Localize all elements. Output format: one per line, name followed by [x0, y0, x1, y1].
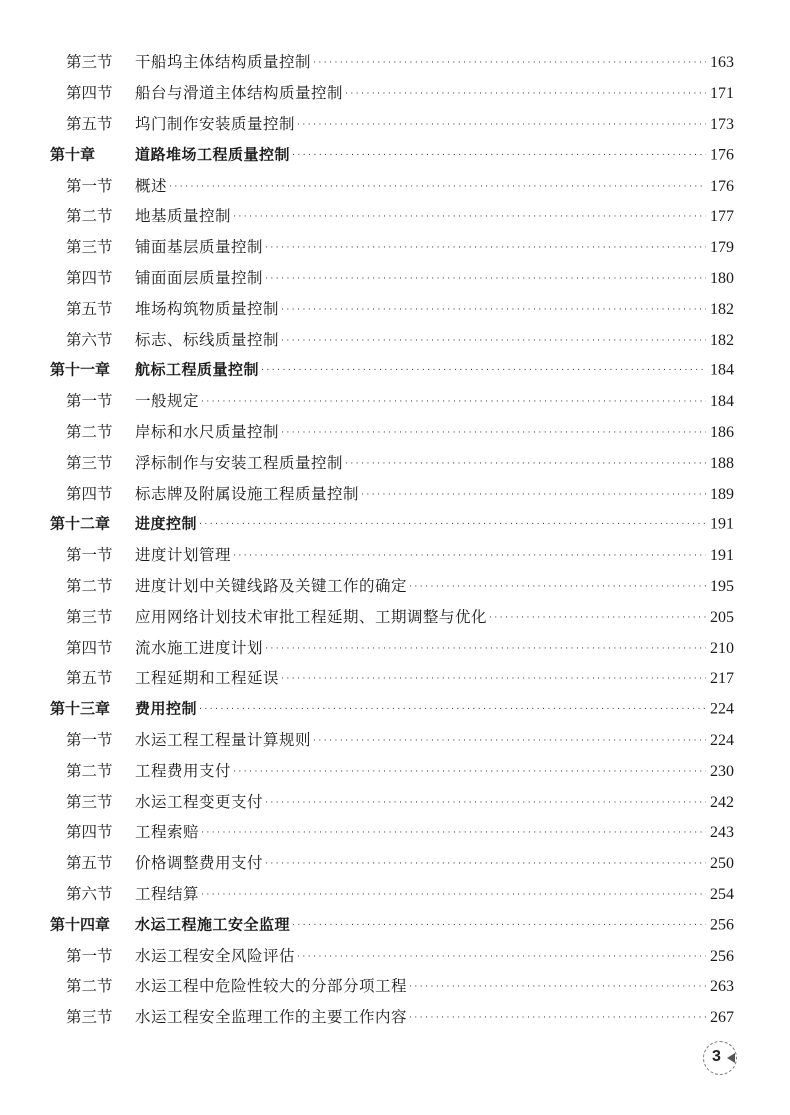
dot-leader [233, 212, 706, 222]
page-ref: 217 [710, 670, 734, 688]
toc-entry [135, 759, 734, 781]
toc-entry [135, 1005, 734, 1027]
dot-leader [281, 305, 706, 315]
section-label: 第六节 [66, 330, 113, 349]
section-title: 水运工程变更支付 [135, 792, 264, 811]
page-ref: 189 [710, 485, 734, 503]
section-title: 工程延期和工程延误 [135, 669, 280, 688]
toc-row-section[interactable] [0, 878, 790, 909]
page-ref: 243 [710, 824, 734, 842]
toc-entry [135, 574, 734, 596]
page-ref: 242 [710, 793, 734, 811]
section-title: 进度计划管理 [135, 546, 232, 565]
page-ref: 182 [710, 300, 734, 318]
dot-leader [261, 366, 706, 376]
toc-entry [135, 204, 734, 226]
toc-entry [135, 666, 734, 688]
toc-entry [135, 698, 734, 719]
section-title: 水运工程中危险性较大的分部分项工程 [135, 977, 408, 996]
toc-row-chapter[interactable] [0, 908, 790, 939]
page-ref: 163 [710, 54, 734, 72]
toc-row-section[interactable] [0, 231, 790, 262]
dot-leader [265, 644, 706, 654]
section-label: 第五节 [66, 854, 113, 873]
section-title: 价格调整费用支付 [135, 854, 264, 873]
page-ref: 230 [710, 762, 734, 780]
section-title: 工程费用支付 [135, 761, 232, 780]
arrow-left-icon [727, 1053, 735, 1063]
toc-entry [135, 944, 734, 966]
section-label: 第三节 [66, 53, 113, 72]
page-ref: 256 [710, 916, 734, 934]
dot-leader [313, 58, 706, 68]
page-ref: 267 [710, 1009, 734, 1027]
page-ref: 179 [710, 239, 734, 257]
section-title: 标志、标线质量控制 [135, 330, 280, 349]
section-label: 第五节 [66, 114, 113, 133]
dot-leader [297, 952, 706, 962]
toc-entry [135, 50, 734, 72]
section-label: 第三节 [66, 607, 113, 626]
page-ref: 195 [710, 577, 734, 595]
toc-entry [135, 636, 734, 658]
dot-leader [233, 551, 706, 561]
page-ref: 191 [710, 547, 734, 565]
page-ref: 182 [710, 331, 734, 349]
section-title: 水运工程安全监理工作的主要工作内容 [135, 1008, 408, 1027]
dot-leader [201, 890, 706, 900]
dot-leader [361, 490, 706, 500]
page-ref: 224 [710, 731, 734, 749]
toc-entry [135, 543, 734, 565]
toc-row-section[interactable] [0, 631, 790, 662]
section-title: 堆场构筑物质量控制 [135, 299, 280, 318]
page-ref: 184 [710, 361, 734, 379]
toc-row-section[interactable] [0, 262, 790, 293]
toc-row-section[interactable] [0, 816, 790, 847]
toc-row-section[interactable] [0, 77, 790, 108]
toc-entry [135, 420, 734, 442]
section-label: 第四节 [66, 484, 113, 503]
dot-leader [292, 150, 706, 160]
dot-leader [199, 705, 706, 715]
toc-entry [135, 112, 734, 134]
section-label: 第三节 [66, 238, 113, 257]
chapter-title: 进度控制 [135, 514, 198, 533]
toc-row-section[interactable] [0, 46, 790, 77]
toc-row-section[interactable] [0, 1001, 790, 1032]
page-ref: 256 [710, 947, 734, 965]
chapter-label: 第十一章 [50, 360, 111, 379]
section-label: 第四节 [66, 84, 113, 103]
dot-leader [297, 120, 706, 130]
toc-row-section[interactable] [0, 539, 790, 570]
toc-entry [135, 328, 734, 350]
chapter-title: 航标工程质量控制 [135, 360, 260, 379]
page-ref: 205 [710, 608, 734, 626]
section-title: 工程结算 [135, 884, 200, 903]
section-label: 第三节 [66, 453, 113, 472]
section-label: 第一节 [66, 392, 113, 411]
toc-entry [135, 605, 734, 627]
toc-entry [135, 728, 734, 750]
dot-leader [345, 459, 706, 469]
section-label: 第一节 [66, 546, 113, 565]
section-label: 第二节 [66, 422, 113, 441]
dot-leader [265, 859, 706, 869]
page-ref: 176 [710, 177, 734, 195]
toc-row-section[interactable] [0, 292, 790, 323]
toc-row-section[interactable] [0, 323, 790, 354]
toc-entry [135, 974, 734, 996]
toc-row-section[interactable] [0, 724, 790, 755]
section-title: 水运工程安全风险评估 [135, 946, 296, 965]
toc-row-section[interactable] [0, 477, 790, 508]
section-label: 第五节 [66, 299, 113, 318]
toc-row-section[interactable] [0, 970, 790, 1001]
toc-row-chapter[interactable] [0, 354, 790, 385]
chapter-label: 第十四章 [50, 915, 111, 934]
toc-entry [135, 482, 734, 504]
section-label: 第二节 [66, 207, 113, 226]
section-label: 第六节 [66, 884, 113, 903]
dot-leader [265, 798, 706, 808]
section-title: 概述 [135, 176, 168, 195]
section-label: 第五节 [66, 669, 113, 688]
section-title: 铺面基层质量控制 [135, 238, 264, 257]
dot-leader [265, 274, 706, 284]
chapter-label: 第十三章 [50, 699, 111, 718]
toc-row-section[interactable] [0, 662, 790, 693]
chapter-title: 水运工程施工安全监理 [135, 915, 291, 934]
dot-leader [281, 674, 706, 684]
page-ref: 250 [710, 855, 734, 873]
section-title: 进度计划中关键线路及关键工作的确定 [135, 576, 408, 595]
dot-leader [409, 982, 706, 992]
chapter-title: 费用控制 [135, 699, 198, 718]
section-title: 一般规定 [135, 392, 200, 411]
page-ref: 191 [710, 515, 734, 533]
toc-row-section[interactable] [0, 416, 790, 447]
toc-entry [135, 820, 734, 842]
section-label: 第一节 [66, 730, 113, 749]
section-title: 水运工程工程量计算规则 [135, 730, 312, 749]
dot-leader [199, 520, 706, 530]
toc-entry [135, 913, 734, 934]
toc-row-section[interactable] [0, 108, 790, 139]
section-title: 应用网络计划技术审批工程延期、工期调整与优化 [135, 607, 488, 626]
toc-entry [135, 143, 734, 164]
section-title: 铺面面层质量控制 [135, 268, 264, 287]
dot-leader [489, 613, 706, 623]
toc-row-section[interactable] [0, 600, 790, 631]
section-label: 第四节 [66, 268, 113, 287]
section-title: 岸标和水尺质量控制 [135, 422, 280, 441]
dot-leader [313, 736, 706, 746]
page-ref: 177 [710, 208, 734, 226]
toc-entry [135, 389, 734, 411]
toc-row-section[interactable] [0, 169, 790, 200]
dot-leader [281, 336, 706, 346]
page-ref: 224 [710, 700, 734, 718]
section-label: 第二节 [66, 977, 113, 996]
section-label: 第三节 [66, 792, 113, 811]
page-ref: 263 [710, 978, 734, 996]
section-title: 浮标制作与安装工程质量控制 [135, 453, 344, 472]
table-of-contents [0, 46, 790, 1032]
toc-entry [135, 790, 734, 812]
dot-leader [292, 920, 706, 930]
toc-row-section[interactable] [0, 385, 790, 416]
page-ref: 254 [710, 885, 734, 903]
section-title: 工程索赔 [135, 823, 200, 842]
toc-row-chapter[interactable] [0, 138, 790, 169]
toc-entry [135, 81, 734, 103]
section-title: 坞门制作安装质量控制 [135, 114, 296, 133]
dot-leader [409, 582, 706, 592]
toc-row-section[interactable] [0, 446, 790, 477]
section-title: 干船坞主体结构质量控制 [135, 53, 312, 72]
toc-row-section[interactable] [0, 570, 790, 601]
dot-leader [345, 89, 706, 99]
page-ref: 186 [710, 423, 734, 441]
page-ref: 180 [710, 269, 734, 287]
section-title: 流水施工进度计划 [135, 638, 264, 657]
toc-entry [135, 882, 734, 904]
section-title: 标志牌及附属设施工程质量控制 [135, 484, 360, 503]
section-label: 第一节 [66, 176, 113, 195]
toc-entry [135, 235, 734, 257]
toc-entry [135, 451, 734, 473]
section-title: 地基质量控制 [135, 207, 232, 226]
toc-row-section[interactable] [0, 785, 790, 816]
page-ref: 210 [710, 639, 734, 657]
page-ref: 171 [710, 85, 734, 103]
dot-leader [201, 828, 706, 838]
toc-entry [135, 297, 734, 319]
page-number-badge [703, 1041, 739, 1077]
dot-leader [201, 397, 706, 407]
section-label: 第二节 [66, 576, 113, 595]
section-label: 第二节 [66, 761, 113, 780]
chapter-label: 第十二章 [50, 514, 111, 533]
section-label: 第三节 [66, 1008, 113, 1027]
chapter-title: 道路堆场工程质量控制 [135, 145, 291, 164]
page-ref: 188 [710, 454, 734, 472]
dot-leader [265, 243, 706, 253]
toc-row-section[interactable] [0, 754, 790, 785]
toc-entry [135, 513, 734, 534]
section-label: 第一节 [66, 946, 113, 965]
toc-entry [135, 851, 734, 873]
dot-leader [233, 767, 706, 777]
toc-row-section[interactable] [0, 939, 790, 970]
toc-entry [135, 266, 734, 288]
page-number: 3 [712, 1048, 721, 1065]
toc-row-chapter[interactable] [0, 693, 790, 724]
page-ref: 173 [710, 115, 734, 133]
toc-entry [135, 359, 734, 380]
section-title: 船台与滑道主体结构质量控制 [135, 84, 344, 103]
toc-row-chapter[interactable] [0, 508, 790, 539]
dot-leader [281, 428, 706, 438]
toc-row-section[interactable] [0, 847, 790, 878]
toc-entry [135, 174, 734, 196]
toc-row-section[interactable] [0, 200, 790, 231]
page-ref: 176 [710, 146, 734, 164]
section-label: 第四节 [66, 823, 113, 842]
dot-leader [409, 1013, 706, 1023]
dot-leader [169, 182, 706, 192]
page-ref: 184 [710, 393, 734, 411]
section-label: 第四节 [66, 638, 113, 657]
chapter-label: 第十章 [50, 145, 96, 164]
